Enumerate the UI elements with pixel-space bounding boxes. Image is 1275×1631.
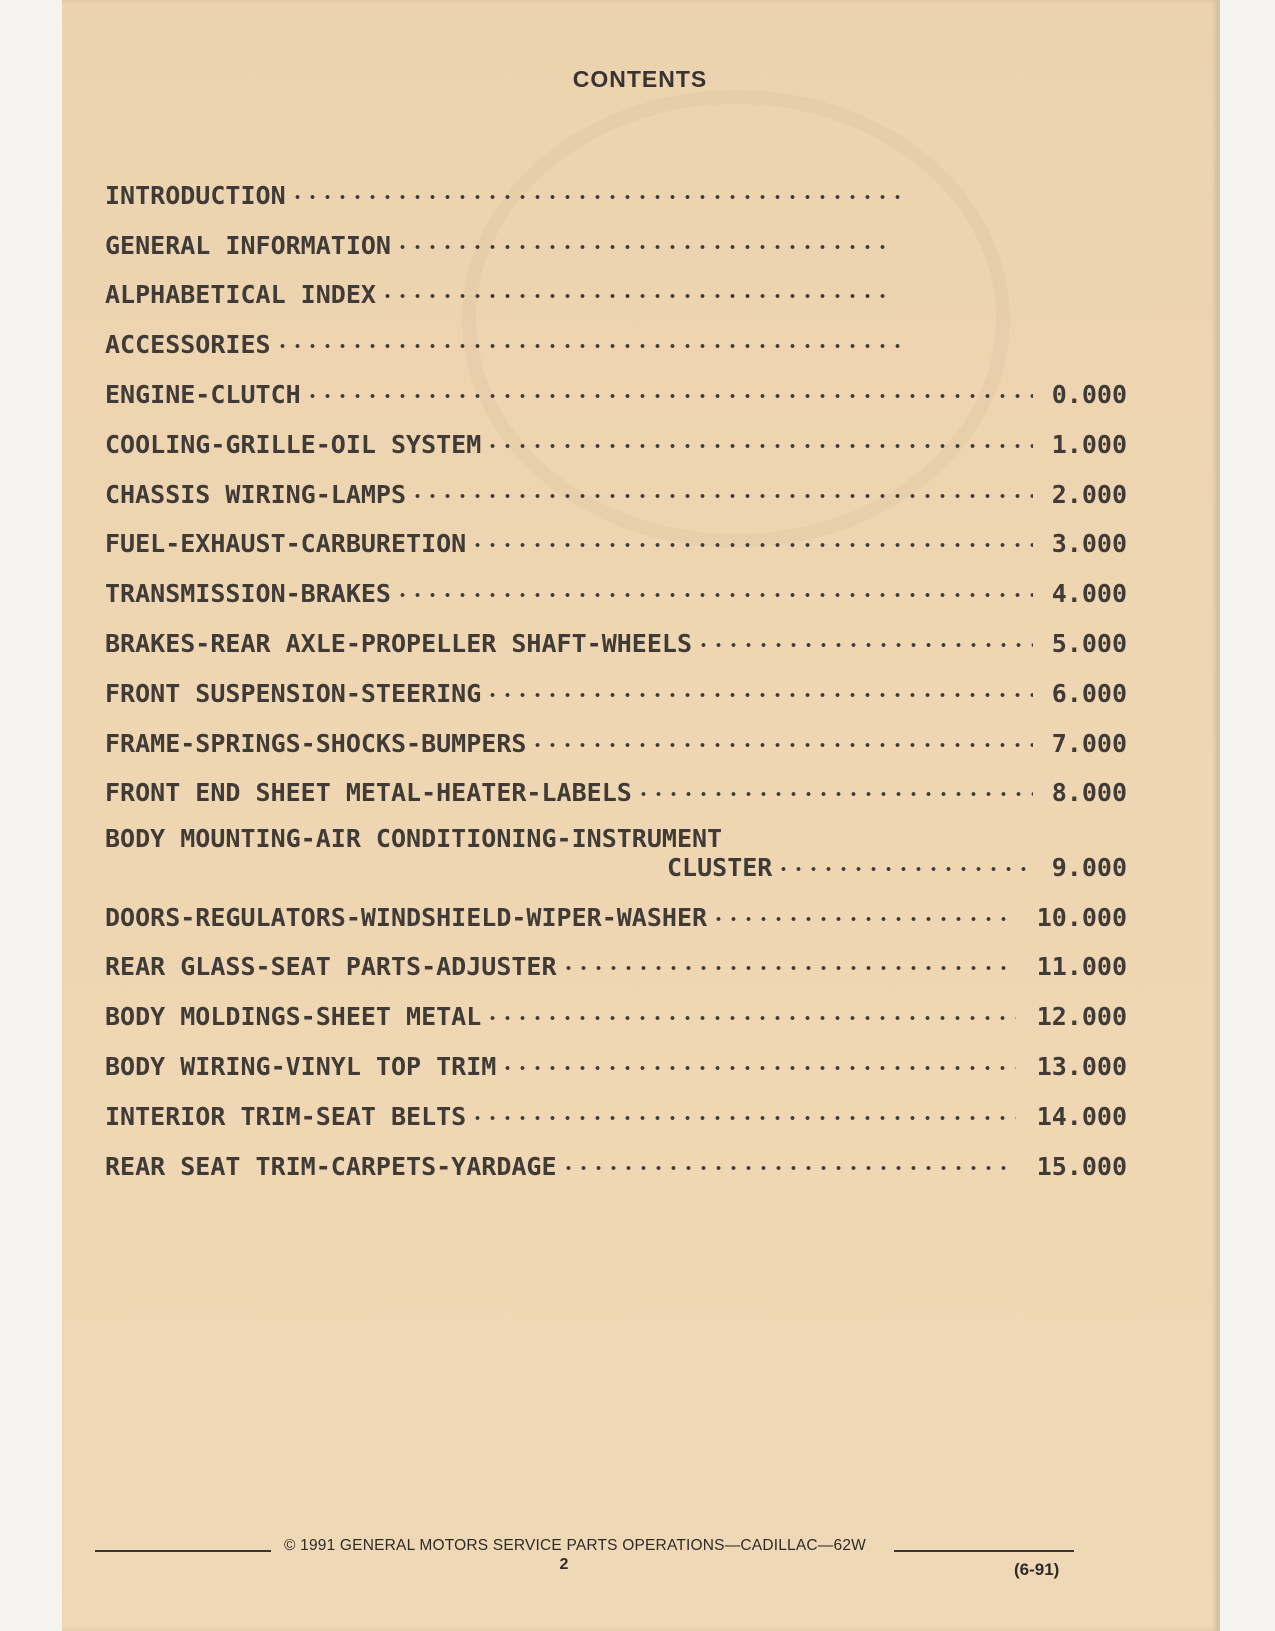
toc-entry-fuel-exhaust xyxy=(105,509,1127,559)
dot-leader xyxy=(561,964,1016,972)
toc-entry-title: DOORS-REGULATORS-WINDSHIELD-WIPER-WASHER xyxy=(105,902,708,932)
toc-entry-page: 7.000 xyxy=(1051,728,1127,758)
toc-entry-page: 13.000 xyxy=(1036,1052,1127,1082)
toc-entry-title: CHASSIS WIRING-LAMPS xyxy=(105,479,407,509)
dot-leader xyxy=(380,292,887,300)
dot-leader xyxy=(636,790,1033,798)
dot-leader xyxy=(470,1114,1016,1122)
toc-entry-title: ACCESSORIES xyxy=(105,330,271,360)
toc-entry-page: 15.000 xyxy=(1036,1151,1127,1181)
toc-entry-transmission xyxy=(105,558,1127,608)
toc-entry-page: 0.000 xyxy=(1051,379,1127,409)
toc-entry-title: BRAKES-REAR AXLE-PROPELLER SHAFT-WHEELS xyxy=(105,628,692,658)
dot-leader xyxy=(776,865,1033,873)
toc-entry-title: TRANSMISSION-BRAKES xyxy=(105,579,391,609)
dot-leader xyxy=(470,541,1033,549)
toc-entry-title: FRONT SUSPENSION-STEERING xyxy=(105,678,482,708)
toc-entry-title: BODY MOLDINGS-SHEET METAL xyxy=(105,1002,482,1032)
footer-copyright: © 1991 GENERAL MOTORS SERVICE PARTS OPERATIONS—CADILLAC—62W xyxy=(284,1537,866,1554)
toc-entry-doors xyxy=(105,882,1127,932)
dot-leader xyxy=(290,193,902,201)
toc-entry-page: 10.000 xyxy=(1036,902,1127,932)
dot-leader xyxy=(711,915,1016,923)
toc-entry-rear-axle xyxy=(105,608,1127,658)
toc-entry-title: REAR SEAT TRIM-CARPETS-YARDAGE xyxy=(105,1151,557,1181)
toc-entry-page: 12.000 xyxy=(1036,1002,1127,1032)
dot-leader xyxy=(530,741,1033,749)
paper-edge xyxy=(1216,0,1220,1631)
toc-entry-title: FRONT END SHEET METAL-HEATER-LABELS xyxy=(105,778,632,808)
toc-entry-title: BODY MOUNTING-AIR CONDITIONING-INSTRUMENT xyxy=(105,823,723,853)
toc-entry-page: 6.000 xyxy=(1051,678,1127,708)
toc-entry-page: 9.000 xyxy=(1051,852,1127,882)
table-of-contents xyxy=(105,160,1127,1181)
toc-entry-title: BODY WIRING-VINYL TOP TRIM xyxy=(105,1052,497,1082)
toc-entry-page: 1.000 xyxy=(1051,429,1127,459)
dot-leader xyxy=(485,1014,1016,1022)
dot-leader xyxy=(696,641,1033,649)
toc-entry-rear-glass xyxy=(105,932,1127,982)
footer-rule-right xyxy=(894,1550,1074,1552)
footer-page-number: 2 xyxy=(559,1556,569,1573)
toc-entry-rear-seat-trim xyxy=(105,1131,1127,1181)
dot-leader xyxy=(485,442,1033,450)
toc-entry-title: REAR GLASS-SEAT PARTS-ADJUSTER xyxy=(105,952,557,982)
toc-entry-chassis-wiring xyxy=(105,459,1127,509)
dot-leader xyxy=(410,492,1033,500)
toc-entry-continuation xyxy=(105,853,1127,882)
toc-entry-page: 3.000 xyxy=(1051,529,1127,559)
dot-leader xyxy=(305,392,1033,400)
toc-entry-cooling xyxy=(105,409,1127,459)
toc-entry-title: ALPHABETICAL INDEX xyxy=(105,280,376,310)
toc-entry-engine-clutch xyxy=(105,359,1127,409)
toc-entry-page: 8.000 xyxy=(1051,778,1127,808)
toc-entry-title: COOLING-GRILLE-OIL SYSTEM xyxy=(105,429,482,459)
toc-entry-frame-springs xyxy=(105,708,1127,758)
footer-revision-code: (6-91) xyxy=(1014,1560,1060,1579)
dot-leader xyxy=(500,1064,1016,1072)
toc-entry-introduction xyxy=(105,160,1127,210)
toc-entry-front-end-sheet-metal xyxy=(105,758,1127,808)
toc-entry-page: 14.000 xyxy=(1036,1101,1127,1131)
toc-entry-alphabetical-index xyxy=(105,260,1127,310)
dot-leader xyxy=(395,591,1033,599)
toc-entry-title: INTERIOR TRIM-SEAT BELTS xyxy=(105,1101,467,1131)
footer-rule-left xyxy=(95,1550,271,1552)
dot-leader xyxy=(275,342,902,350)
dot-leader xyxy=(561,1164,1016,1172)
toc-entry-body-moldings xyxy=(105,981,1127,1031)
toc-entry-title: INTRODUCTION xyxy=(105,180,286,210)
toc-entry-front-suspension xyxy=(105,658,1127,708)
toc-entry-body-mounting xyxy=(105,807,1127,882)
toc-entry-page: 5.000 xyxy=(1051,628,1127,658)
dot-leader xyxy=(395,243,887,251)
page-title: CONTENTS xyxy=(572,66,708,92)
toc-entry-page: 11.000 xyxy=(1036,952,1127,982)
toc-entry-title: FRAME-SPRINGS-SHOCKS-BUMPERS xyxy=(105,728,527,758)
toc-entry-title: GENERAL INFORMATION xyxy=(105,230,391,260)
dot-leader xyxy=(485,691,1033,699)
toc-entry-interior-trim xyxy=(105,1081,1127,1131)
toc-entry-general-information xyxy=(105,210,1127,260)
document-page xyxy=(62,0,1218,1631)
toc-entry-title: FUEL-EXHAUST-CARBURETION xyxy=(105,529,467,559)
toc-entry-page: 4.000 xyxy=(1051,579,1127,609)
toc-entry-title: ENGINE-CLUTCH xyxy=(105,379,301,409)
toc-entry-title-continued: CLUSTER xyxy=(667,852,773,882)
toc-entry-page: 2.000 xyxy=(1051,479,1127,509)
toc-entry-accessories xyxy=(105,309,1127,359)
toc-entry-body-wiring xyxy=(105,1031,1127,1081)
